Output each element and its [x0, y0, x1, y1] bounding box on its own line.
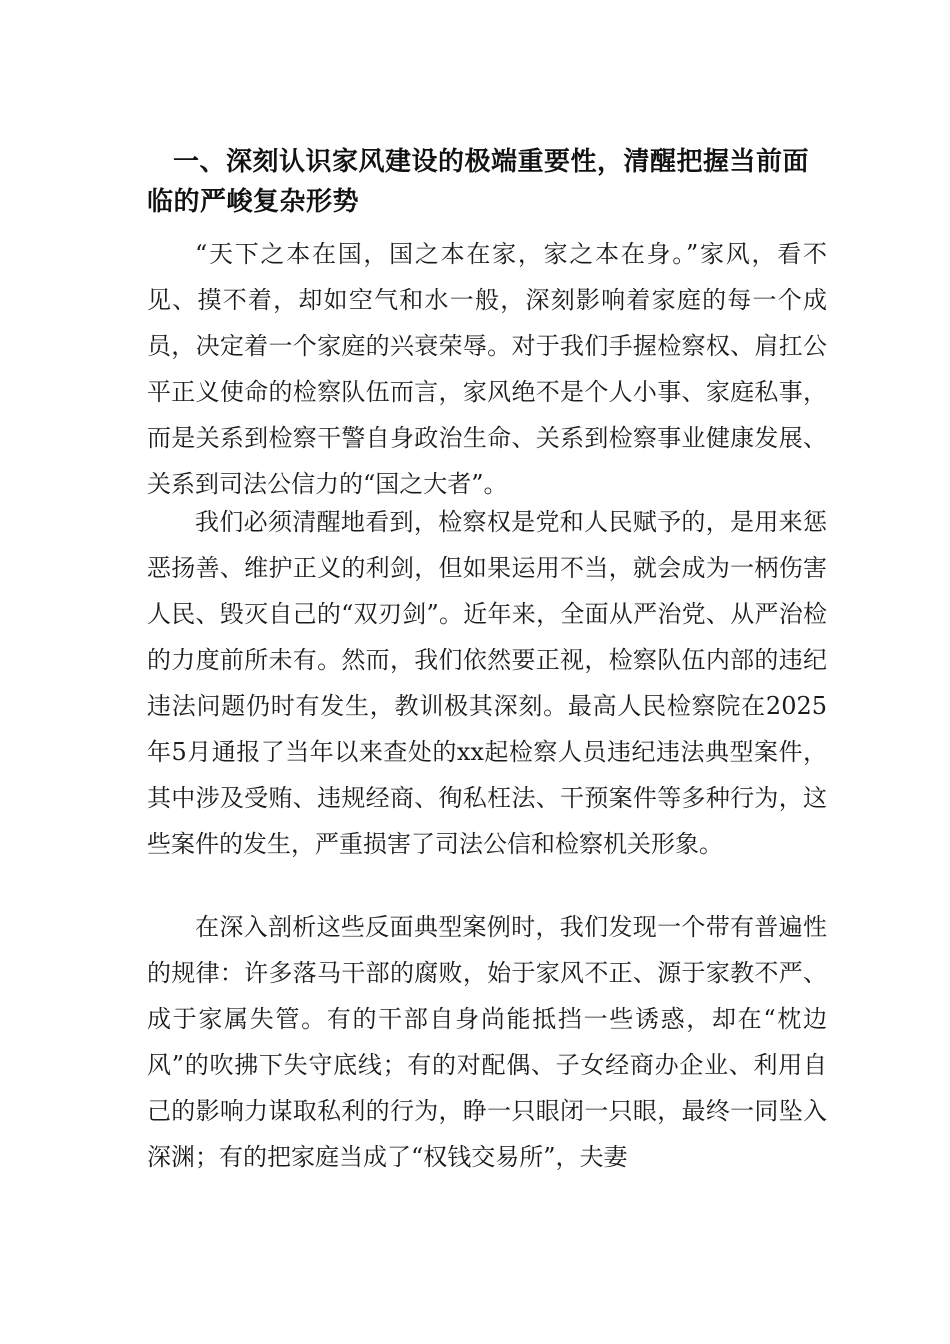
paragraph-3: 在深入剖析这些反面典型案例时，我们发现一个带有普遍性的规律：许多落马干部的腐败，始于家风不正、源于家教不严、成于家属失管。有的干部自身尚能抵挡一些诱惑，却在“枕边风”的吹拂下失守底线；有的对配偶、子女经商办企业、利用自己的影响力谋取私利的行为，睁一只眼闭一只眼，最终一同坠入深渊；有的把家庭当成了“权钱交易所”，夫妻	[147, 913, 827, 1171]
section-heading: 一、深刻认识家风建设的极端重要性，清醒把握当前面临的严峻复杂形势	[147, 147, 810, 217]
paragraph-1: “天下之本在国，国之本在家，家之本在身。”家风，看不见、摸不着，却如空气和水一般，深刻影响着家庭的每一个成员，决定着一个家庭的兴衰荣辱。对于我们手握检察权、肩扛公平正义使命的检察队伍而言，家风绝不是个人小事、家庭私事，而是关系到检察干警自身政治生命、关系到检察事业健康发展、关系到司法公信力的“国之大者”。	[147, 240, 827, 498]
paragraph-2: 我们必须清醒地看到，检察权是党和人民赋予的，是用来惩恶扬善、维护正义的利剑，但如果运用不当，就会成为一柄伤害人民、毁灭自己的“双刃剑”。近年来，全面从严治党、从严治检的力度前所未有。然而，我们依然要正视，检察队伍内部的违纪违法问题仍时有发生，教训极其深刻。最高人民检察院在2025年5月通报了当年以来查处的xx起检察人员违纪违法典型案件，其中涉及受贿、违规经商、徇私枉法、干预案件等多种行为，这些案件的发生，严重损害了司法公信和检察机关形象。	[147, 508, 827, 858]
